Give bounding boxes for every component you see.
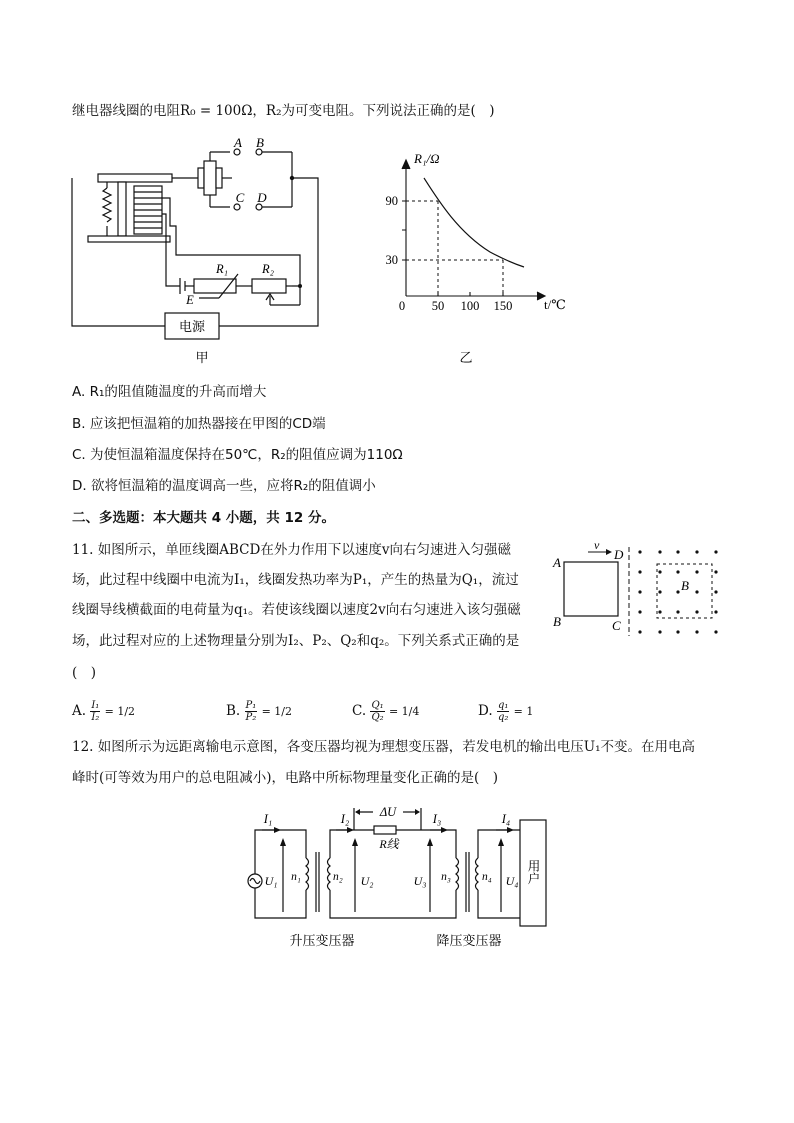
- label-power-supply: 电源: [178, 319, 206, 334]
- graph-ylabel: R₁/Ω: [414, 151, 440, 166]
- field-label-B: B: [681, 578, 689, 593]
- q12-line-1: 12. 如图所示为远距离输电示意图，各变压器均视为理想变压器，若发电机的输出电压U₁不变。在用电高: [72, 739, 696, 755]
- caption-jia: 甲: [195, 350, 209, 365]
- label-E: E: [186, 293, 194, 307]
- label-n3: n₃: [441, 871, 451, 883]
- label-I2: I₂: [340, 812, 350, 826]
- label-n4: n₄: [482, 871, 492, 883]
- coil-label-C: C: [612, 618, 621, 633]
- label-I4: I₄: [501, 812, 511, 826]
- velocity-label: v: [594, 538, 600, 552]
- label-A: A: [234, 135, 242, 150]
- coil-label-D: D: [614, 547, 624, 562]
- caption-yi: 乙: [459, 350, 473, 365]
- q10-stem-tail: 继电器线圈的电阻R₀ = 100Ω，R₂为可变电阻。下列说法正确的是( ): [72, 103, 495, 119]
- q11-line-5: ( ): [72, 665, 97, 681]
- label-U2: U₂: [360, 874, 374, 888]
- label-step-down-transformer: 降压变压器: [436, 933, 502, 948]
- label-R-line: R线: [379, 837, 399, 851]
- graph-origin: 0: [398, 299, 406, 313]
- label-I3: I₃: [432, 812, 442, 826]
- label-U3: U₃: [413, 874, 427, 888]
- q11-option-c: C. $\frac{\text{Q₁}}{\text{Q₂}}$ = 1/4: [352, 700, 420, 723]
- label-U4: U₄: [505, 874, 519, 888]
- graph-xtick: 100: [460, 299, 480, 313]
- q11-line-1: 11. 如图所示，单匝线圈ABCD在外力作用下以速度v向右匀速进入匀强磁: [72, 542, 511, 558]
- q12-line-2: 峰时(可等效为用户的总电阻减小)，电路中所标物理量变化正确的是( ): [72, 770, 499, 786]
- label-B: B: [256, 135, 264, 150]
- label-R2: R₂: [262, 262, 274, 276]
- graph-xtick: 150: [493, 299, 513, 313]
- q10-option-c: C. 为使恒温箱温度保持在50℃，R₂的阻值应调为110Ω: [72, 447, 403, 463]
- label-R1: R₁: [216, 262, 228, 276]
- graph-xlabel: t/℃: [544, 297, 566, 312]
- q11-option-a: A. $\frac{\text{I₁}}{\text{I₂}}$ = 1/2: [72, 700, 136, 723]
- label-user: 用户: [526, 859, 540, 885]
- q11-line-2: 场，此过程中线圈中电流为I₁，线圈发热功率为P₁，产生的热量为Q₁，流过: [72, 572, 519, 588]
- label-n2: n₂: [333, 871, 343, 883]
- label-I1: I₁: [263, 812, 273, 826]
- section-2-heading: 二、多选题：本大题共 4 小题，共 12 分。: [72, 510, 335, 526]
- q11-option-d: D. $\frac{\text{q₁}}{\text{q₂}}$ = 1: [478, 700, 534, 723]
- q10-option-b: B. 应该把恒温箱的加热器接在甲图的CD端: [72, 416, 326, 432]
- q11-line-3: 线圈导线横截面的电荷量为q₁。若使该线圈以速度2v向右匀速进入该匀强磁: [72, 602, 521, 618]
- coil-label-B: B: [553, 614, 561, 629]
- q11-option-b: B. $\frac{\text{P₁}}{\text{P₂}}$ = 1/2: [226, 700, 292, 723]
- graph-ytick: 30: [385, 253, 398, 267]
- q10-option-a: A. R₁的阻值随温度的升高而增大: [72, 384, 267, 400]
- label-n1: n₁: [291, 871, 301, 883]
- graph-xtick: 50: [431, 299, 445, 313]
- label-C: C: [235, 190, 245, 205]
- label-step-up-transformer: 升压变压器: [289, 933, 355, 948]
- coil-label-A: A: [553, 555, 561, 570]
- q11-line-4: 场，此过程对应的上述物理量分别为I₂、P₂、Q₂和q₂。下列关系式正确的是: [72, 633, 520, 649]
- label-D: D: [257, 190, 267, 205]
- label-U1: U₁: [264, 874, 278, 888]
- label-delta-U: ΔU: [379, 805, 397, 819]
- q10-option-d: D. 欲将恒温箱的温度调高一些，应将R₂的阻值调小: [72, 478, 376, 494]
- graph-ytick: 90: [385, 194, 398, 208]
